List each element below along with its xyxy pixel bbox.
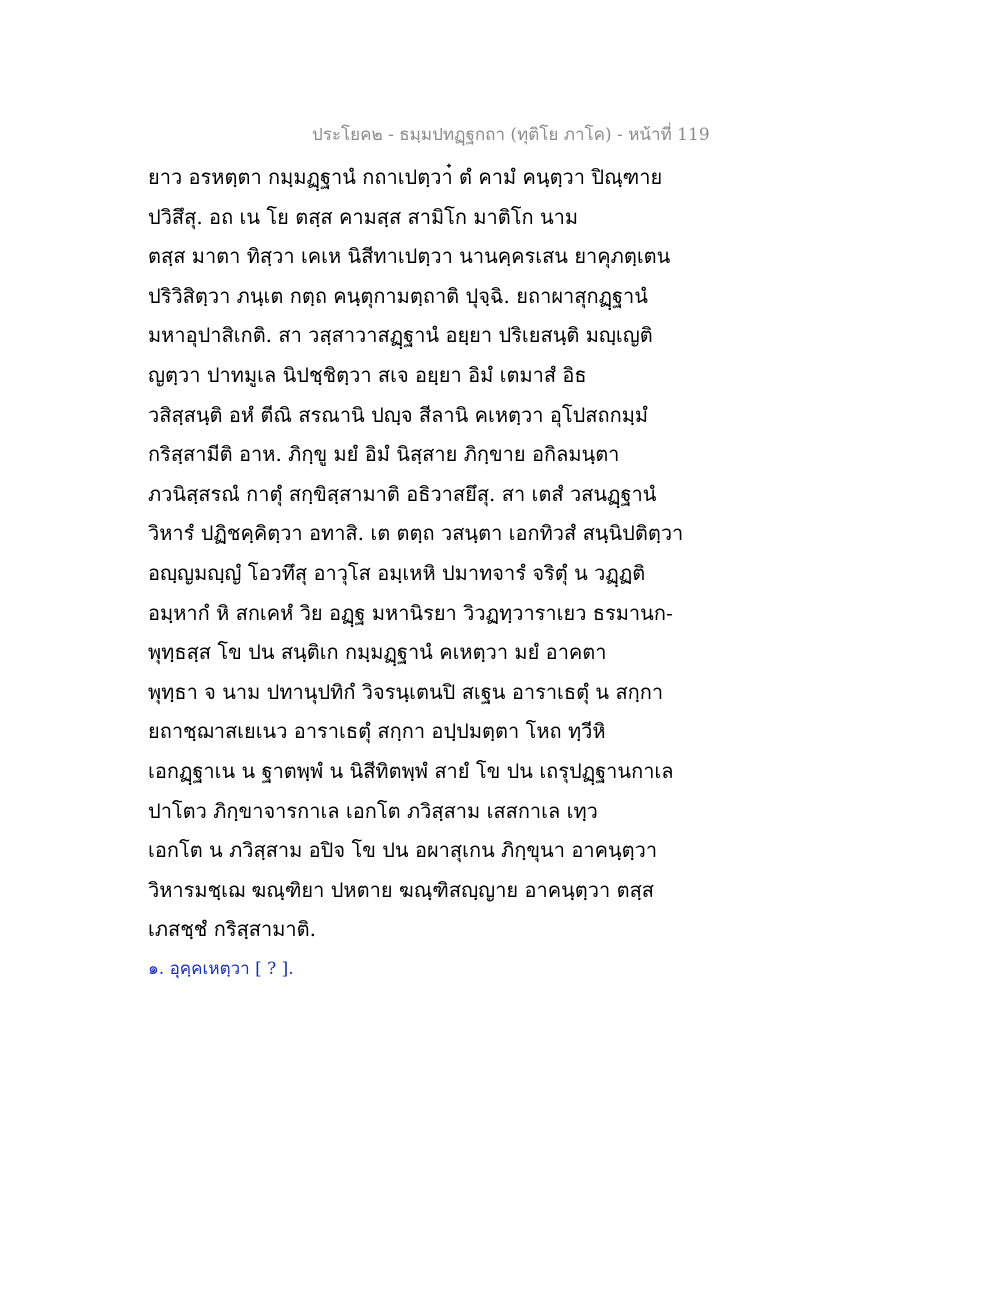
text-line: ปวิสึสุ. อถ เน โย ตสฺส คามสฺส สามิโก มาติโก นาม xyxy=(148,204,579,229)
text-line: ตสฺส มาตา ทิสฺวา เคเห นิสีทาเปตฺวา นานคฺครเสน ยาคุภตฺเตน xyxy=(148,244,671,269)
text-line: ภวนิสฺสรณํ กาตุํ สกฺขิสฺสามาติ อธิวาสยึสุ. สา เตสํ วสนฏฺฐานํ xyxy=(148,481,657,506)
text-line: วิหารมชฺเฌ ฆณฺฑิยา ปหตาย ฆณฺฑิสญฺญาย อาคนฺตฺวา ตสฺส xyxy=(148,877,655,902)
text-line: วสิสฺสนฺติ อหํ ตีณิ สรณานิ ปญฺจ สีลานิ คเหตฺวา อุโปสถกมฺมํ xyxy=(148,402,649,427)
text-line: ยถาชฺฌาสเยเนว อาราเธตุํ สกฺกา อปฺปมตฺตา โหถ ทฺวีหิ xyxy=(148,719,606,744)
text-line: ปาโตว ภิกฺขาจารกาเล เอกโต ภวิสฺสาม เสสกาเล เทฺว xyxy=(148,798,598,823)
text-line: กริสฺสามีติ อาห. ภิกฺขู มยํ อิมํ นิสฺสาย ภิกฺขาย อกิลมนฺตา xyxy=(148,442,620,467)
text-line: เภสชฺชํ กริสฺสามาติ. xyxy=(148,917,316,942)
text-line: ปริวิสิตฺวา ภนฺเต กตฺถ คนฺตุกามตฺถาติ ปุจฺฉิ. ยถาผาสุกฏฺฐานํ xyxy=(148,283,648,308)
text-line: วิหารํ ปฏิชคฺคิตฺวา อทาสิ. เต ตตฺถ วสนฺตา เอกทิวสํ สนฺนิปติตฺวา xyxy=(148,521,684,546)
text-line: พุทฺธา จ นาม ปทานุปทิกํ วิจรนฺเตนปิ สเฐน อาราเธตุํ น สกฺกา xyxy=(148,679,664,704)
text-line: เอกโต น ภวิสฺสาม อปิจ โข ปน อผาสุเกน ภิกฺขุนา อาคนฺตฺวา xyxy=(148,838,658,863)
footnote: ๑. อุคฺคเหตฺวา [ ? ]. xyxy=(148,959,294,979)
text-line: เอกฏฺฐาเน น ฐาตพฺพํ น นิสีทิตพฺพํ สายํ โข ปน เถรุปฏฺฐานกาเล xyxy=(148,758,674,783)
text-line: อมฺหากํ หิ สกเคหํ วิย อฏฺฐ มหานิรยา วิวฏทฺวาราเยว ธรมานก- xyxy=(148,600,673,625)
text-line: ยาว อรหตฺตา กมฺมฏฺฐานํ กถาเปตฺวา๋ ตํ คามํ คนฺตฺวา ปิณฺฑาย xyxy=(148,165,663,189)
text-line: อญฺญมญฺญํ โอวทึสุ อาวุโส อมฺเหหิ ปมาทจารํ จริตุํ น วฏฺฏติ xyxy=(148,560,646,585)
text-line: มหาอุปาสิเกติ. สา วสฺสาวาสฏฺฐานํ อยฺยา ปริเยสนฺติ มญฺเญติ xyxy=(148,323,653,348)
page-header: ประโยค๒ - ธมฺมปทฏฺฐกถา (ทุติโย ภาโค) - หน้าที่ 119 xyxy=(312,125,710,145)
text-line: ญตฺวา ปาทมูเล นิปชฺชิตฺวา สเจ อยฺยา อิมํ เตมาสํ อิธ xyxy=(148,362,587,387)
text-line: พุทฺธสฺส โข ปน สนฺติเก กมฺมฏฺฐานํ คเหตฺวา มยํ อาคตา xyxy=(148,640,607,665)
body-text xyxy=(148,158,708,950)
